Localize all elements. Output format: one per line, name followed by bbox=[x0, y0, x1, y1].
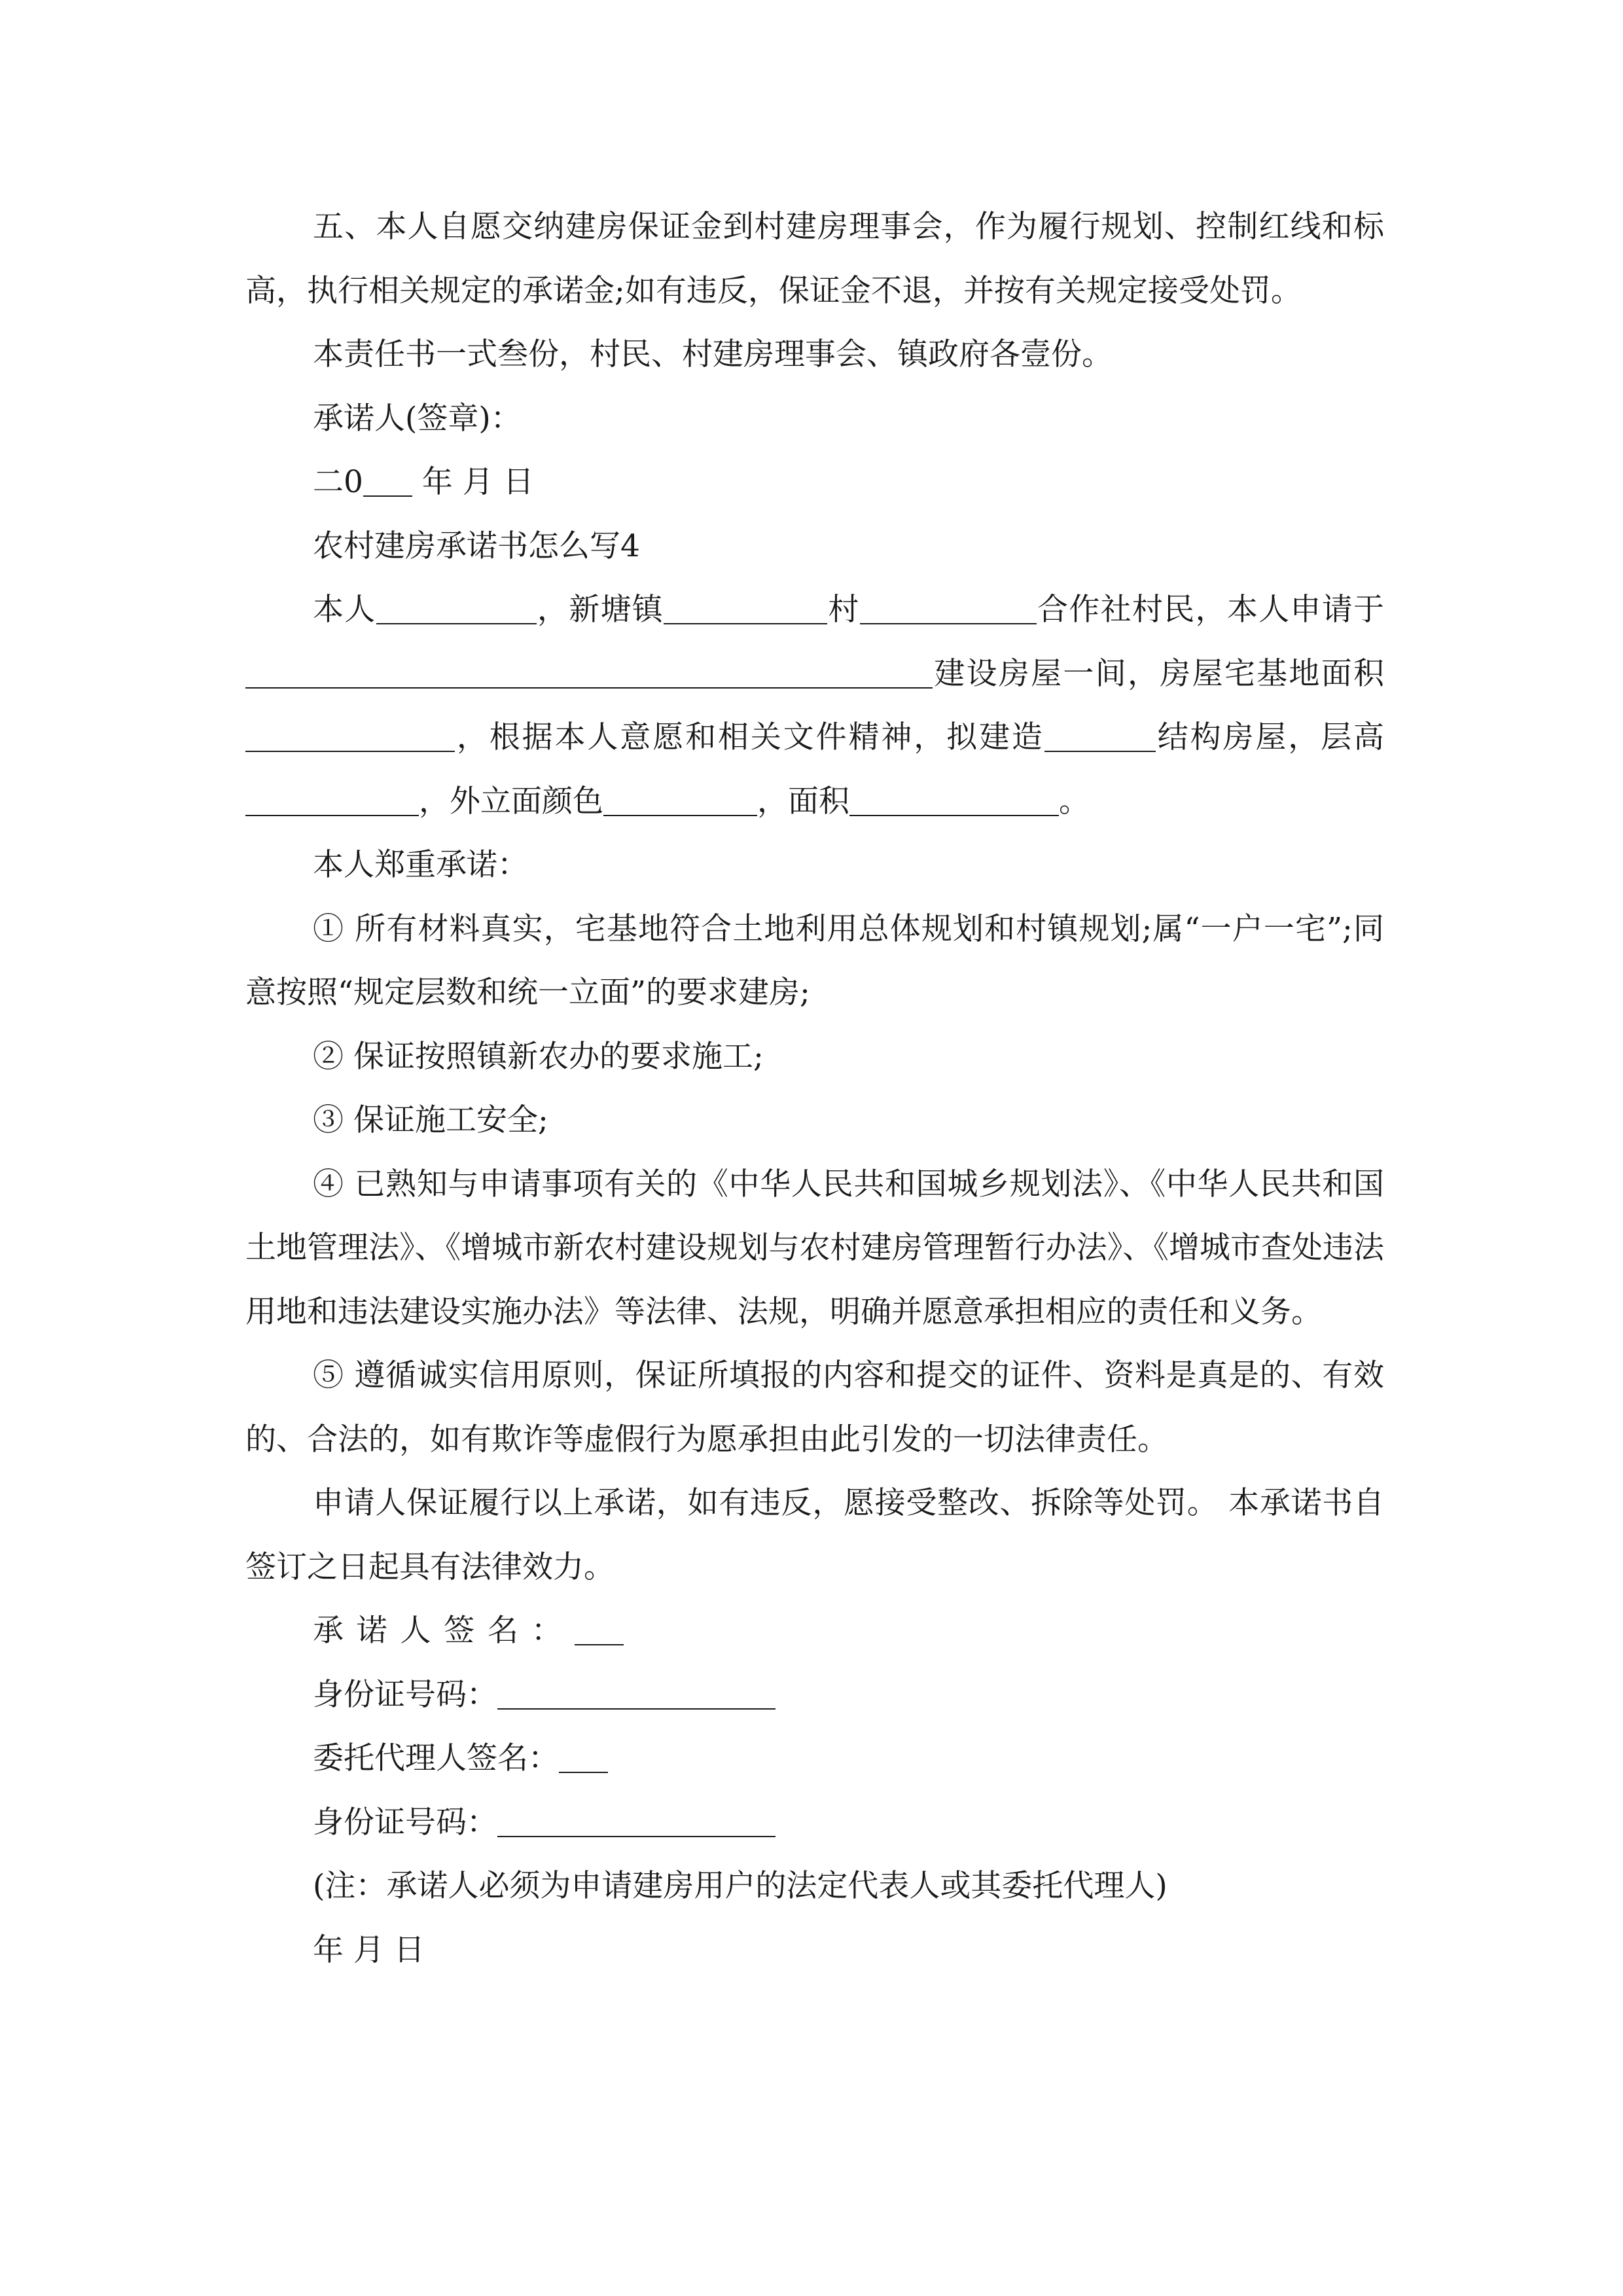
form-text-4: 合作社村民，本人申请于 bbox=[1036, 592, 1385, 628]
id-number-label-2: 身份证号码： bbox=[313, 1804, 497, 1840]
year-blank[interactable] bbox=[363, 465, 412, 497]
form-text-7: 结构房屋，层高 bbox=[1155, 719, 1385, 755]
closing-paragraph: 申请人保证履行以上承诺，如有违反，愿接受整改、拆除等处罚。 本承诺书自签订之日起具有法律效力。 bbox=[245, 1485, 1384, 1585]
document-page bbox=[245, 195, 1384, 1982]
form-text-5: 建设房屋一间，房屋宅基地面积 bbox=[933, 655, 1384, 692]
promise-item-4: ④ 已熟知与申请事项有关的《中华人民共和国城乡规划法》、《中华人民共和国土地管理法》、《增城市新农村建设规划与农村建房管理暂行办法》、《增城市查处违法用地和违法建设实施办法》等法律、法规，明确并愿意承担相应的责任和义务。 bbox=[245, 1166, 1384, 1330]
form-text-6: ，根据本人意愿和相关文件精神，拟建造 bbox=[455, 719, 1044, 755]
date-line bbox=[245, 450, 1384, 514]
form-text-10: 。 bbox=[1059, 783, 1090, 819]
facade-color-blank[interactable] bbox=[603, 784, 757, 816]
id-number-blank-2[interactable] bbox=[497, 1805, 776, 1837]
id-number-label-1: 身份证号码： bbox=[313, 1676, 497, 1713]
form-text-3: 村 bbox=[827, 592, 860, 628]
note: (注：承诺人必须为申请建房用户的法定代表人或其委托代理人) bbox=[313, 1868, 1168, 1904]
final-date: 年 月 日 bbox=[313, 1931, 425, 1968]
agent-signature-label: 委托代理人签名： bbox=[313, 1740, 559, 1776]
form-text-9: ，面积 bbox=[757, 783, 849, 819]
signature-blank[interactable] bbox=[575, 1613, 624, 1645]
paragraph-copies: 本责任书一式叁份，村民、村建房理事会、镇政府各壹份。 bbox=[313, 336, 1113, 372]
promise-item-5: ⑤ 遵循诚实信用原则，保证所填报的内容和提交的证件、资料是真是的、有效的、合法的，如有欺诈等虚假行为愿承担由此引发的一切法律责任。 bbox=[245, 1357, 1384, 1458]
promise-item-3: ③ 保证施工安全; bbox=[313, 1102, 548, 1138]
storey-height-blank[interactable] bbox=[245, 784, 419, 816]
signature-label: 承诺人签名： bbox=[313, 1613, 575, 1649]
form-text-1: 本人 bbox=[313, 592, 376, 628]
form-text-8: ，外立面颜色 bbox=[419, 783, 603, 819]
signature-line bbox=[245, 1599, 1384, 1663]
application-form-paragraph bbox=[245, 578, 1384, 833]
plot-area-blank[interactable] bbox=[245, 720, 455, 752]
structure-blank[interactable] bbox=[1044, 720, 1156, 752]
form-text-2: ，新塘镇 bbox=[536, 592, 664, 628]
id-number-line-2 bbox=[245, 1791, 1384, 1855]
promise-item-1: ① 所有材料真实，宅基地符合土地利用总体规划和村镇规划;属“一户一宅”;同意按照“规定层数和统一立面”的要求建房; bbox=[245, 910, 1384, 1011]
name-blank[interactable] bbox=[376, 592, 537, 624]
agent-signature-line bbox=[245, 1727, 1384, 1791]
paragraph-clause-5: 五、本人自愿交纳建房保证金到村建房理事会，作为履行规划、控制红线和标高，执行相关规定的承诺金;如有违反，保证金不退，并按有关规定接受处罚。 bbox=[245, 209, 1384, 309]
section-title: 农村建房承诺书怎么写4 bbox=[313, 528, 640, 564]
promise-intro: 本人郑重承诺： bbox=[313, 847, 528, 883]
location-blank[interactable] bbox=[245, 656, 933, 689]
area-blank[interactable] bbox=[849, 784, 1059, 816]
date-prefix: 二0 bbox=[313, 464, 363, 500]
signer-label: 承诺人(签章)： bbox=[313, 400, 522, 437]
id-number-blank-1[interactable] bbox=[497, 1677, 776, 1710]
promise-item-2: ② 保证按照镇新农办的要求施工; bbox=[313, 1038, 764, 1075]
date-suffix: 年 月 日 bbox=[421, 464, 534, 500]
cooperative-blank[interactable] bbox=[860, 592, 1037, 624]
agent-signature-blank[interactable] bbox=[559, 1741, 608, 1773]
id-number-line-1 bbox=[245, 1663, 1384, 1727]
village-blank[interactable] bbox=[664, 592, 827, 624]
